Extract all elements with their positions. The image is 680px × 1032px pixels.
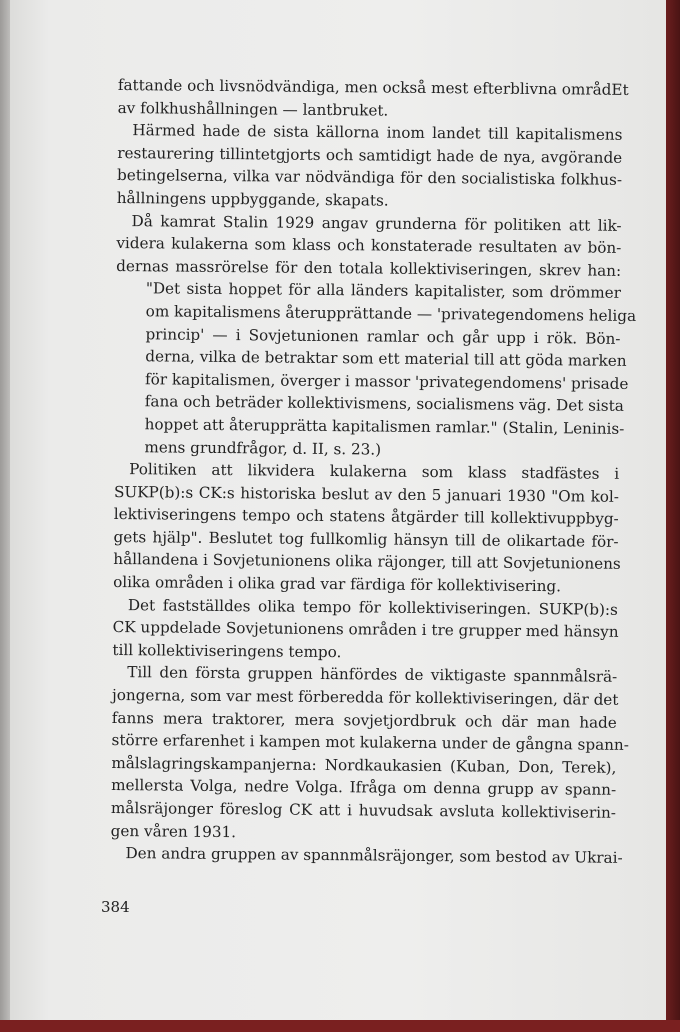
text-line: "Det sista hoppet för alla länders kapitalister, som drömmer [145,279,622,303]
page-number: 384 [101,898,130,916]
text-line: Politiken att likvidera kulakerna som klass stadfästes i [129,460,620,483]
text-line: restaurering tillintetgjorts och samtidigt hade de nya, avgörande [117,143,623,167]
text-line: fanns mera traktorer, mera sovjetjordbruk och där man hade [111,708,617,732]
text-line: större erfarenhet i kampen mot kulakerna under de gångna spann- [111,731,629,755]
text-line: fattande och livsnödvändiga, men också mest efterblivna områdEt [117,75,629,99]
text-line: målsräjonger föreslog CK att i huvudsak avsluta kollektiviserin- [110,798,617,822]
text-line: CK uppdelade Sovjetunionens områden i tre grupper med hänsyn [112,618,619,642]
text-line: till kollektiviseringens tempo. [112,640,342,662]
text-line: för kapitalismen, överger i massor 'privategendomens' prisade [144,369,629,393]
text-line: av folkhushållningen — lantbruket. [117,98,389,120]
text-line: om kapitalismens återupprättande — 'privategendomens heliga [145,302,637,325]
text-line: jongerna, som var mest förberedda för kollektiviseringen, där det [111,686,619,709]
book-cover-bottom [0,1020,680,1032]
text-line: derna, vilka de betraktar som ett material till att göda marken [145,347,627,371]
body-text [110,74,637,870]
text-line: hoppet att återupprätta kapitalismen ramlar." (Stalin, Leninis- [144,415,625,438]
text-line: fana och beträder kollektivismens, socialismens väg. Det sista [144,392,624,416]
text-line: hållandena i Sovjetunionens olika räjonger, till att Sovjetunionens [113,550,621,574]
book-cover-edge [666,0,680,1032]
text-line: målslagringskampanjerna: Nordkaukasien (Kuban, Don, Terek), [111,753,617,777]
text-line: gen våren 1931. [110,821,237,841]
text-line: dernas massrörelse för den totala kollektiviseringen, skrev han: [116,256,622,280]
text-line: videra kulakerna som klass och konstaterade resultaten av bön- [116,234,622,257]
text-line: Den andra gruppen av spannmålsräjonger, som bestod av Ukrai- [125,844,623,868]
text-line: hållningens uppbyggande, skapats. [116,188,389,210]
text-line: SUKP(b):s CK:s historiska beslut av den 5 januari 1930 "Om kol- [113,482,620,506]
text-line: Till den första gruppen hänfördes de viktigaste spannmålsrä- [127,663,618,687]
text-line: betingelserna, vilka var nödvändiga för den socialistiska folkhus- [116,166,623,190]
text-line: Det fastställdes olika tempo för kollektiviseringen. SUKP(b):s [127,595,618,619]
text-line: olika områden i olika grad var färdiga för kollektivisering. [113,573,562,596]
text-line: princip' — i Sovjetunionen ramlar och går upp i rök. Bön- [145,324,621,348]
text-line: lektiviseringens tempo och statens åtgärder till kollektivuppbyg- [113,505,619,529]
text-line: mellersta Volga, nedre Volga. Ifråga om denna grupp av spann- [111,776,617,800]
text-line: Då kamrat Stalin 1929 angav grunderna för politiken att lik- [131,211,622,235]
text-line: mens grundfrågor, d. II, s. 23.) [144,437,382,459]
text-line: gets hjälp". Beslutet tog fullkomlig hänsyn till de olikartade för- [113,527,619,551]
text-line: Härmed hade de sista källorna inom landet till kapitalismens [132,121,623,145]
